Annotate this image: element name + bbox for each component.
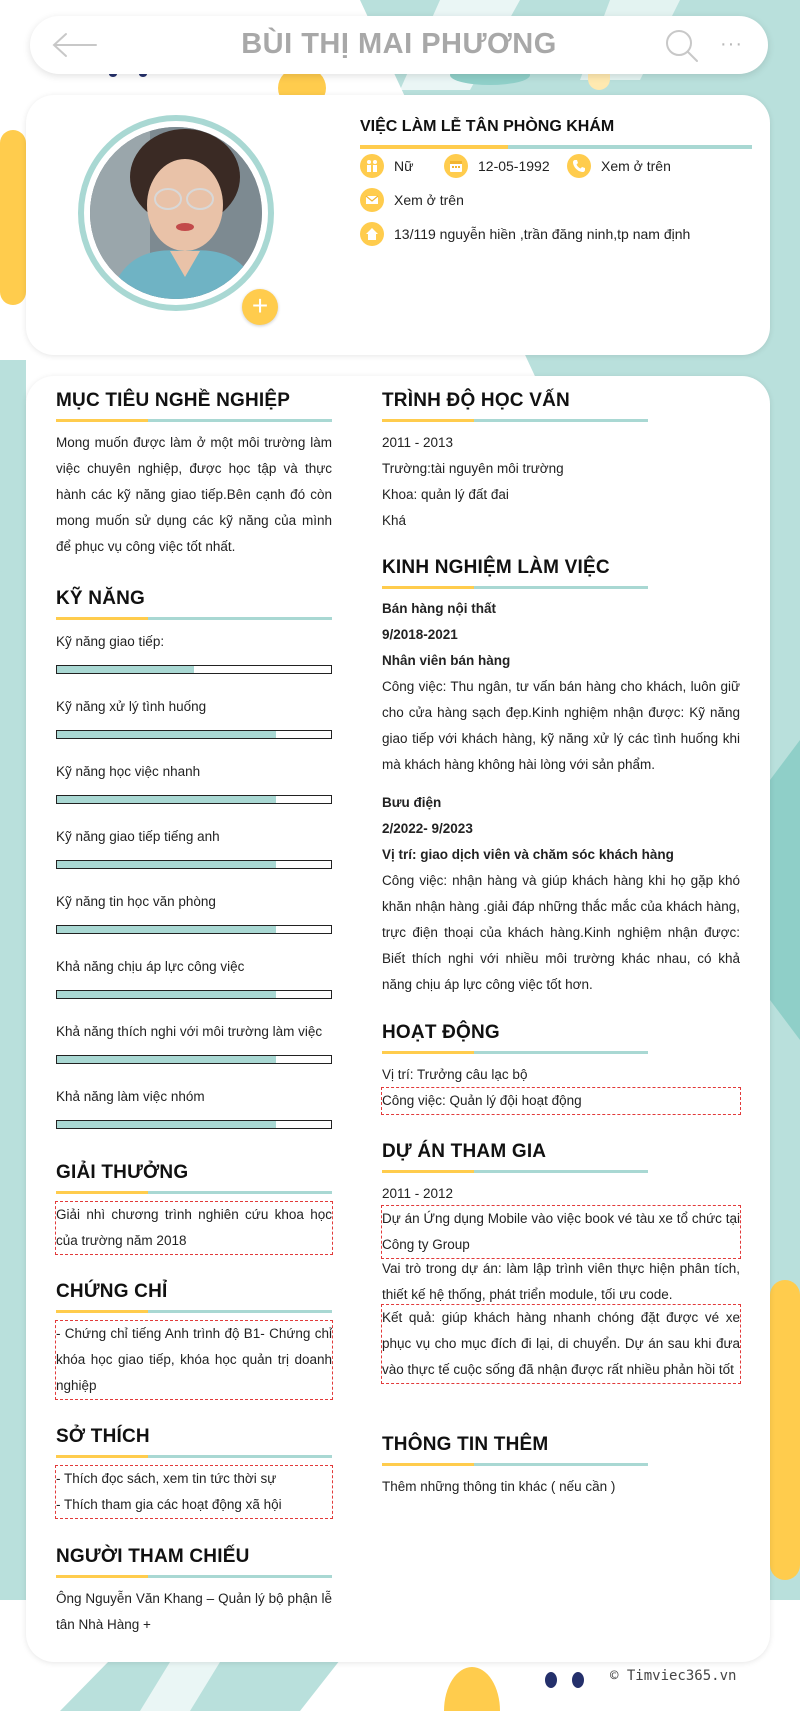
skill-label: Khả năng chịu áp lực công việc bbox=[56, 959, 245, 974]
awards-title: GIẢI THƯỞNG bbox=[56, 1162, 189, 1183]
projects-title: DỰ ÁN THAM GIA bbox=[382, 1141, 547, 1162]
phone-row bbox=[567, 154, 671, 178]
skill-bar-fill bbox=[57, 1121, 276, 1128]
extra-title: THÔNG TIN THÊM bbox=[382, 1434, 549, 1455]
objective-title: MỤC TIÊU NGHỀ NGHIỆP bbox=[56, 390, 291, 411]
awards-text: Giải nhì chương trình nghiên cứu khoa học của trường năm 2018 bbox=[56, 1202, 332, 1254]
objective-underline bbox=[56, 419, 332, 422]
avatar bbox=[78, 115, 274, 311]
skill-label: Kỹ năng tin học văn phòng bbox=[56, 894, 216, 909]
skill-bar-fill bbox=[57, 666, 194, 673]
gender-row bbox=[360, 154, 413, 178]
education-faculty: Khoa: quản lý đất đai bbox=[382, 487, 509, 502]
job-title: VIỆC LÀM LỄ TÂN PHÒNG KHÁM bbox=[360, 118, 615, 135]
gender-value: Nữ bbox=[394, 158, 414, 174]
skills-underline bbox=[56, 617, 332, 620]
experience-job bbox=[382, 596, 740, 778]
skill-bar bbox=[56, 1055, 332, 1064]
education-underline bbox=[382, 419, 648, 422]
profile-header-card bbox=[26, 95, 770, 355]
page-title: BÙI THỊ MAI PHƯƠNG bbox=[241, 28, 557, 60]
address-row bbox=[360, 222, 690, 246]
hobby-item: - Thích tham gia các hoạt động xã hội bbox=[56, 1497, 282, 1512]
skill-bar bbox=[56, 730, 332, 739]
experience-title: KINH NGHIỆM LÀM VIỆC bbox=[382, 557, 610, 578]
address-value: 13/119 nguyễn hiền ,trần đăng ninh,tp nam định bbox=[394, 226, 691, 242]
activities-title: HOẠT ĐỘNG bbox=[382, 1022, 500, 1043]
activities-underline bbox=[382, 1051, 648, 1054]
skill-bar bbox=[56, 925, 332, 934]
references-underline bbox=[56, 1575, 332, 1578]
skill-bar-fill bbox=[57, 796, 276, 803]
skill-label: Khả năng làm việc nhóm bbox=[56, 1089, 205, 1104]
education-title: TRÌNH ĐỘ HỌC VẤN bbox=[382, 390, 570, 411]
projects-result: Kết quả: giúp khách hàng nhanh chóng đặt được vé xe phục vụ cho mục đích đi lại, di chuyển. Dự án sau khi đưa vào thực tế cuộc sống đã nhận được rất nhiều phản hồi tốt bbox=[382, 1305, 740, 1383]
skill-label: Kỹ năng giao tiếp: bbox=[56, 634, 165, 649]
skill-label: Kỹ năng giao tiếp tiếng anh bbox=[56, 829, 220, 844]
projects-period: 2011 - 2012 bbox=[382, 1186, 454, 1201]
home-icon bbox=[360, 222, 384, 246]
skills-title: KỸ NĂNG bbox=[56, 588, 146, 609]
certificates-underline bbox=[56, 1310, 332, 1313]
references-title: NGƯỜI THAM CHIẾU bbox=[56, 1546, 250, 1567]
skill-label: Kỹ năng xử lý tình huống bbox=[56, 699, 207, 714]
skill-bar-fill bbox=[57, 731, 276, 738]
email-icon bbox=[360, 188, 384, 212]
hobbies-underline bbox=[56, 1455, 332, 1458]
top-bar bbox=[30, 16, 768, 74]
job-company: Bưu điện bbox=[382, 795, 442, 810]
certificates-title: CHỨNG CHỈ bbox=[56, 1281, 168, 1302]
job-company: Bán hàng nội thất bbox=[382, 601, 496, 616]
copyright-text: © Timviec365.vn bbox=[610, 1668, 737, 1684]
skill-bar-fill bbox=[57, 991, 276, 998]
skill-bar bbox=[56, 860, 332, 869]
birthday-row bbox=[444, 154, 550, 178]
activities-position: Vị trí: Trưởng câu lạc bộ bbox=[382, 1067, 528, 1082]
search-icon[interactable] bbox=[664, 28, 700, 64]
gender-icon bbox=[360, 154, 384, 178]
experience-underline bbox=[382, 586, 648, 589]
awards-underline bbox=[56, 1191, 332, 1194]
activities-work: Công việc: Quản lý đội hoạt động bbox=[382, 1088, 740, 1114]
calendar-icon bbox=[444, 154, 468, 178]
education-block bbox=[382, 430, 740, 534]
objective-text: Mong muốn được làm ở một môi trường làm việc chuyên nghiệp, được học tập và thực hành các kỹ năng giao tiếp.Bên cạnh đó còn mong muốn sử dụng các kỹ năng của mình để phục vụ công việc tốt nhất. bbox=[56, 435, 332, 554]
skill-bar-fill bbox=[57, 926, 276, 933]
job-description: Công việc: Thu ngân, tư vấn bán hàng cho khách, luôn giữ cho cửa hàng sạch đẹp.Kinh nghiệm nhận được: Kỹ năng giao tiếp với khách hàng, kỹ năng xử lý các tình huống khi mà khách hàng không hài lòng với sản phẩm. bbox=[382, 679, 740, 772]
job-position: Nhân viên bán hàng bbox=[382, 653, 511, 668]
skill-bar-fill bbox=[57, 861, 276, 868]
job-position: Vị trí: giao dịch viên và chăm sóc khách hàng bbox=[382, 847, 674, 862]
add-photo-button[interactable]: + bbox=[242, 289, 278, 325]
hobbies-title: SỞ THÍCH bbox=[56, 1426, 150, 1447]
skill-label: Kỹ năng học việc nhanh bbox=[56, 764, 201, 779]
more-icon[interactable]: ··· bbox=[720, 33, 743, 55]
skill-bar bbox=[56, 1120, 332, 1129]
email-row bbox=[360, 188, 464, 212]
skill-bar bbox=[56, 990, 332, 999]
extra-text: Thêm những thông tin khác ( nếu cần ) bbox=[382, 1479, 616, 1494]
hobbies-list bbox=[56, 1466, 332, 1518]
phone-value: Xem ở trên bbox=[601, 158, 671, 174]
education-grade: Khá bbox=[382, 513, 407, 528]
skill-bar bbox=[56, 795, 332, 804]
certificates-text: - Chứng chỉ tiếng Anh trình độ B1- Chứng chỉ khóa học giao tiếp, khóa học quản trị doanh nghiệp bbox=[56, 1321, 332, 1399]
projects-underline bbox=[382, 1170, 648, 1173]
extra-underline bbox=[382, 1463, 648, 1466]
resume-body-card bbox=[26, 376, 770, 1662]
skill-bar-fill bbox=[57, 1056, 276, 1063]
experience-job bbox=[382, 790, 740, 998]
education-period: 2011 - 2013 bbox=[382, 435, 454, 450]
skill-label: Khả năng thích nghi với môi trường làm việc bbox=[56, 1024, 323, 1039]
birthday-value: 12-05-1992 bbox=[478, 158, 550, 174]
job-period: 9/2018-2021 bbox=[382, 627, 458, 642]
profile-photo bbox=[90, 127, 262, 299]
references-text: Ông Nguyễn Văn Khang – Quản lý bộ phận lễ tân Nhà Hàng + bbox=[56, 1591, 332, 1632]
projects-role: Vai trò trong dự án: làm lập trình viên thực hiện phân tích, thiết kế hệ thống, phát triển module, tối ưu code. bbox=[382, 1261, 740, 1302]
hobby-item: - Thích đọc sách, xem tin tức thời sự bbox=[56, 1471, 277, 1486]
email-value: Xem ở trên bbox=[394, 192, 464, 208]
skill-bar bbox=[56, 665, 332, 674]
job-title-underline bbox=[360, 145, 752, 149]
phone-icon bbox=[567, 154, 591, 178]
job-description: Công việc: nhận hàng và giúp khách hàng khi họ gặp khó khăn nhận hàng .giải đáp những thắc mắc của khách hàng, trực điện thoại của khách hàng.Kinh nghiệm nhận được: Biết thích nghi với nhiều môi trường khác nhau, có khả năng chịu áp lực công việc tốt hơn. bbox=[382, 873, 740, 992]
projects-name: Dự án Ứng dụng Mobile vào việc book vé tàu xe tổ chức tại Công ty Group bbox=[382, 1206, 740, 1258]
education-school: Trường:tài nguyên môi trường bbox=[382, 461, 564, 476]
job-period: 2/2022- 9/2023 bbox=[382, 821, 473, 836]
